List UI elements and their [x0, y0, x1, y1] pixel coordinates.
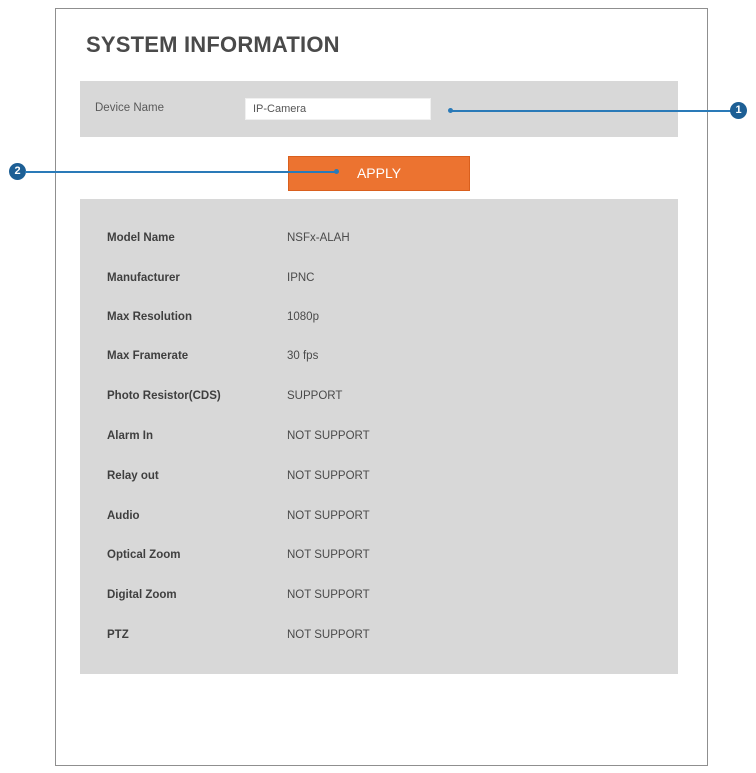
info-row-alarm-in — [107, 430, 667, 446]
info-label: Alarm In — [107, 430, 154, 442]
info-label: Audio — [107, 510, 140, 522]
info-label: Relay out — [107, 470, 159, 482]
info-row-optical-zoom — [107, 549, 667, 565]
info-label: Photo Resistor(CDS) — [107, 390, 221, 402]
info-row-ptz — [107, 629, 667, 645]
callout-1-badge: 1 — [730, 102, 747, 119]
info-row-audio — [107, 510, 667, 526]
info-row-digital-zoom — [107, 589, 667, 605]
info-row-max-resolution — [107, 311, 667, 327]
callout-2-badge: 2 — [9, 163, 26, 180]
info-value: NOT SUPPORT — [287, 470, 370, 482]
info-row-manufacturer — [107, 272, 667, 288]
info-value: IPNC — [287, 272, 315, 284]
page-title: SYSTEM INFORMATION — [86, 32, 340, 57]
info-value: NOT SUPPORT — [287, 589, 370, 601]
info-row-model-name — [107, 232, 667, 248]
info-label: Max Resolution — [107, 311, 192, 323]
info-label: Model Name — [107, 232, 175, 244]
info-value: NOT SUPPORT — [287, 510, 370, 522]
info-value: NOT SUPPORT — [287, 629, 370, 641]
info-value: NOT SUPPORT — [287, 430, 370, 442]
info-row-relay-out — [107, 470, 667, 486]
callout-1-line — [452, 110, 732, 112]
info-value: NSFx-ALAH — [287, 232, 350, 244]
info-value: NOT SUPPORT — [287, 549, 370, 561]
callout-2-line — [25, 171, 336, 173]
info-label: Digital Zoom — [107, 589, 177, 601]
apply-button[interactable]: APPLY — [288, 156, 470, 191]
info-row-photo-resistor — [107, 390, 667, 406]
device-name-label: Device Name — [95, 102, 165, 114]
info-row-max-framerate — [107, 350, 667, 366]
info-value: 30 fps — [287, 350, 319, 362]
info-label: PTZ — [107, 629, 129, 641]
info-value: 1080p — [287, 311, 319, 323]
info-label: Optical Zoom — [107, 549, 181, 561]
info-value: SUPPORT — [287, 390, 343, 402]
info-label: Max Framerate — [107, 350, 189, 362]
callout-2-dot — [334, 169, 339, 174]
device-name-input[interactable] — [245, 98, 431, 120]
info-label: Manufacturer — [107, 272, 180, 284]
